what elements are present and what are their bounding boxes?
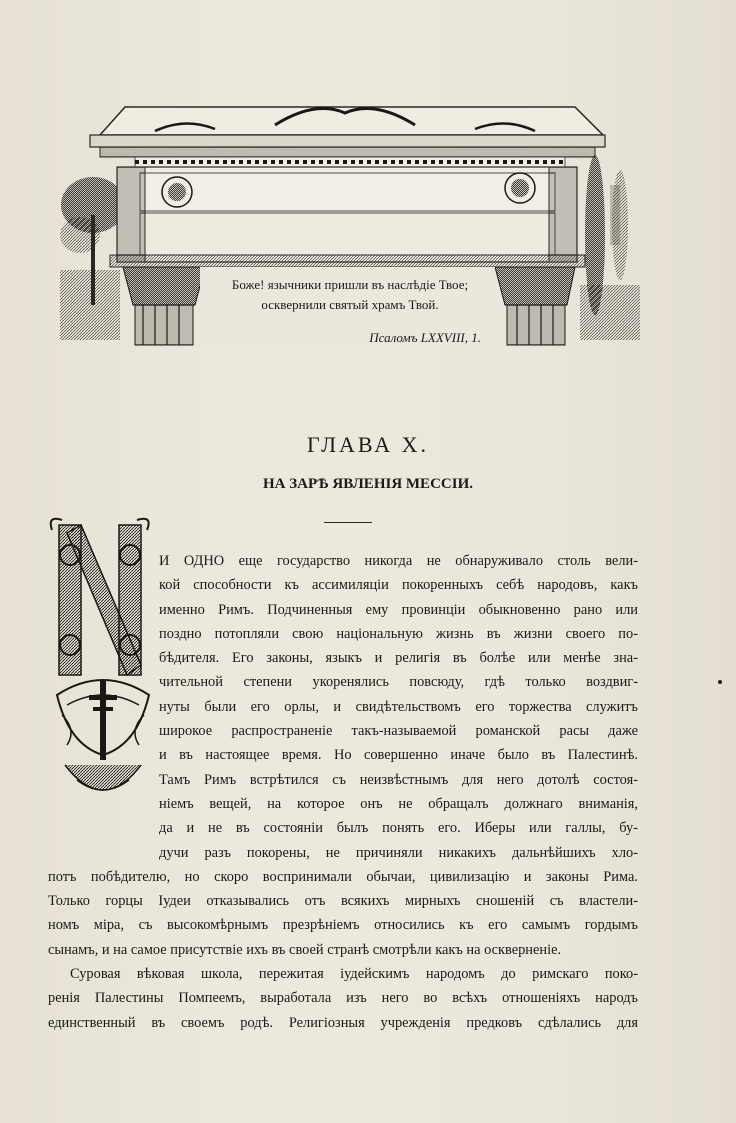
title-rule bbox=[324, 522, 372, 523]
body-line: Только горцы Іудеи отказывались отъ всякихъ мирныхъ сношеній съ властели- bbox=[48, 893, 638, 910]
dentil-row bbox=[135, 157, 565, 167]
left-column bbox=[123, 267, 205, 345]
chapter-title: ГЛАВА X. bbox=[307, 432, 429, 457]
body-line: широкое распространеніе такъ-называемой романской расы даже bbox=[159, 723, 638, 740]
body-line: номъ міра, съ высокомѣрнымъ презрѣніемъ относились къ его самымъ гордымъ bbox=[48, 917, 638, 934]
chapter-body bbox=[48, 549, 638, 1035]
body-line: кой способности къ ассимиляціи покоренныхъ себѣ народовъ, какъ bbox=[159, 577, 638, 594]
body-line: именно Римъ. Подчиненныя ему провинціи обыкновенно рано или bbox=[159, 601, 638, 618]
body-line: потъ побѣдителю, но скоро воспринимали обычаи, цивилизацію и законы Рима. bbox=[48, 868, 638, 885]
body-line: бѣдителя. Его законы, языкъ и религія въ болѣе или менѣе зна- bbox=[159, 650, 638, 667]
epigraph-line-2: осквернили святый храмъ Твой. bbox=[261, 297, 439, 312]
body-line: поздно потопляли свою національную жизнь въ жизни своего по- bbox=[159, 625, 638, 642]
right-foliage bbox=[580, 155, 640, 340]
body-line: дучи разъ покорены, не причиняли никакихъ дальнѣйшихъ хло- bbox=[159, 844, 638, 861]
body-line: сынамъ, и на самое присутствіе ихъ въ своей странѣ смотрѣли какъ на оскверненіе. bbox=[48, 941, 562, 958]
body-line: нуты были его орлы, и свидѣтельствомъ его торжества служитъ bbox=[159, 698, 638, 715]
chapter-subtitle: НА ЗАРѢ ЯВЛЕНІЯ МЕССІИ. bbox=[263, 476, 473, 492]
epigraph bbox=[200, 275, 500, 315]
body-line: ніемъ вещей, на которое онъ не обращалъ должнаго вниманія, bbox=[159, 795, 638, 812]
body-line: Суровая вѣковая школа, пережитая іудейскимъ народомъ до римскаго поко- bbox=[70, 966, 638, 983]
body-line: ренія Палестины Помпеемъ, выработала изъ него во всѣхъ отношеніяхъ народъ bbox=[48, 990, 638, 1007]
body-line: чительной степени укоренялись повсюду, гдѣ только воздвиг- bbox=[159, 674, 638, 691]
body-line: И ОДНО еще государство никогда не обнаруживало столь вели- bbox=[159, 553, 638, 569]
ink-speck bbox=[718, 680, 722, 684]
body-line: да и не въ состояніи былъ понять его. Иберы или галлы, бу- bbox=[159, 820, 638, 837]
epigraph-line-1: Боже! язычники пришли въ наслѣдіе Твое; bbox=[231, 277, 469, 292]
epigraph-source: Псаломъ LXXVIII, 1. bbox=[369, 330, 481, 345]
body-line: Тамъ Римъ встрѣтился съ неизвѣстнымъ для него дотолѣ состоя- bbox=[159, 771, 638, 788]
right-column bbox=[495, 267, 575, 345]
body-line: единственный въ своемъ родѣ. Религіозныя учрежденія предковъ сдѣлались для bbox=[48, 1014, 638, 1031]
body-line: и въ настоящее время. Но совершенно иначе было въ Палестинѣ. bbox=[159, 747, 638, 764]
